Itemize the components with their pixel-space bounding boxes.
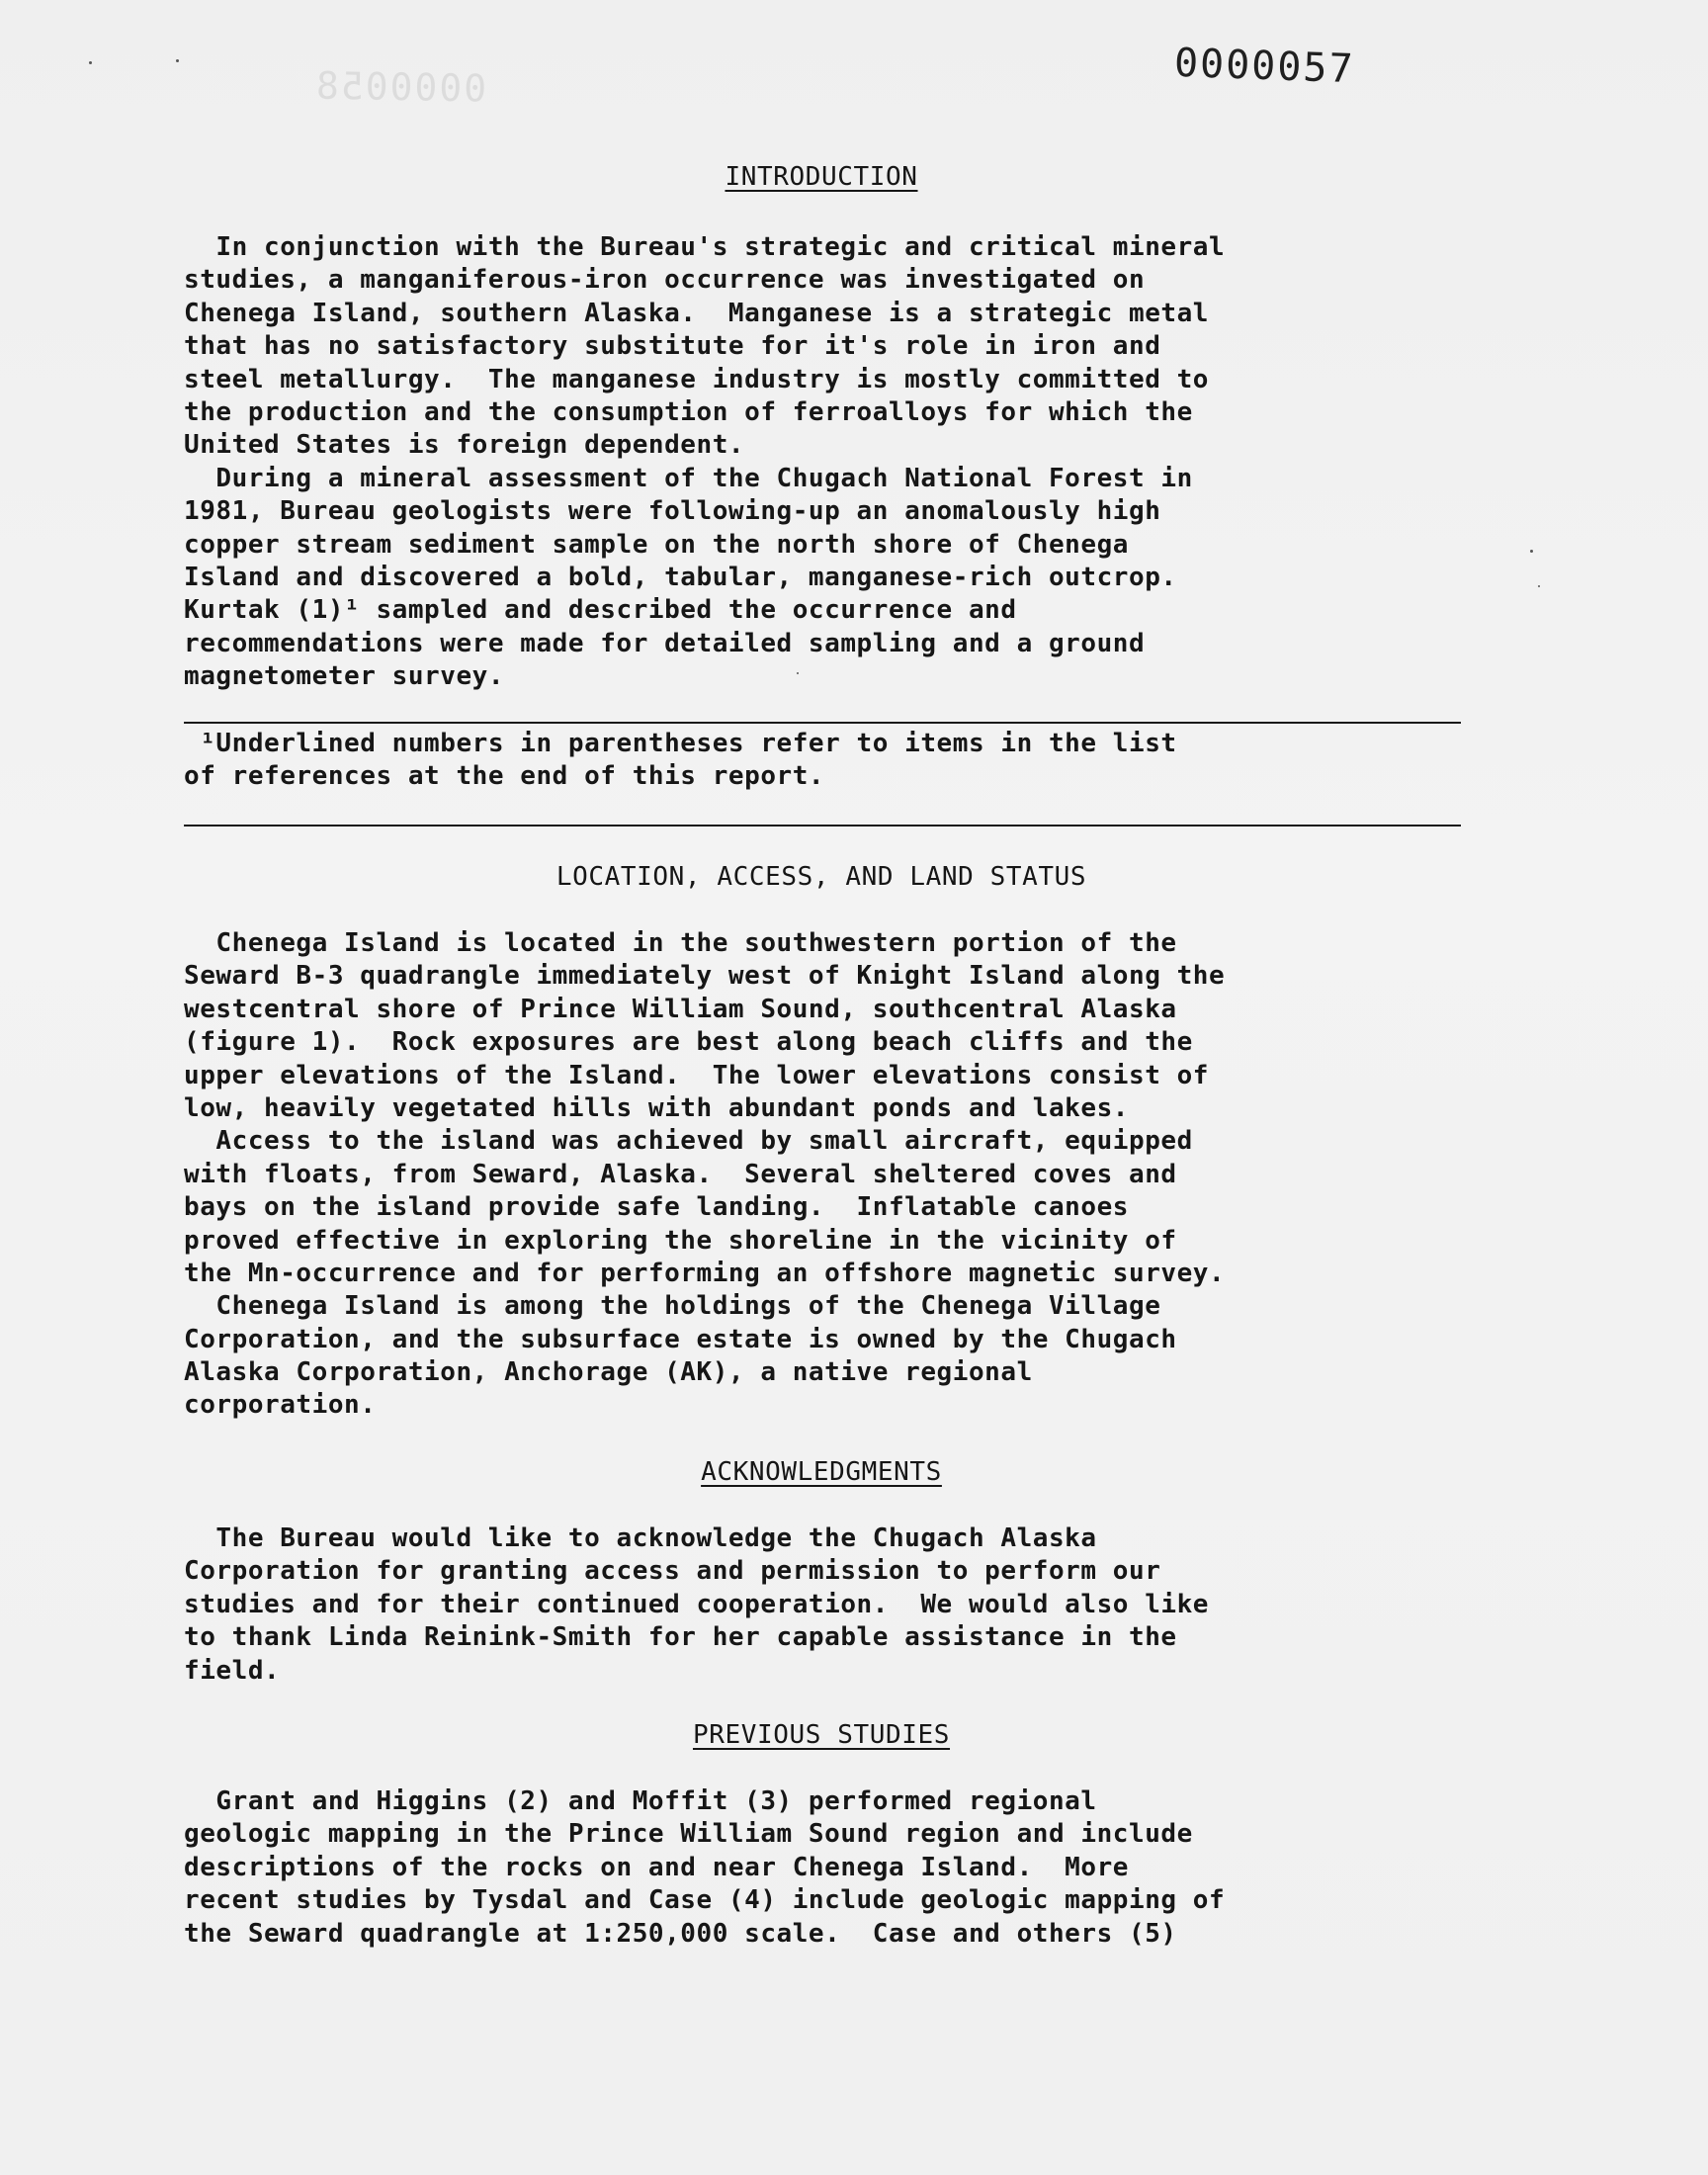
text-line: the Seward quadrangle at 1:250,000 scale. Case and others (5): [184, 1918, 1177, 1949]
text-line: copper stream sediment sample on the north shore of Chenega: [184, 529, 1129, 560]
scan-speck: [1538, 585, 1540, 587]
text-line: the production and the consumption of ferroalloys for which the: [184, 396, 1193, 427]
introduction-heading: [184, 162, 1459, 192]
text-line: with floats, from Seward, Alaska. Several sheltered coves and: [184, 1159, 1177, 1189]
text-line: (figure 1). Rock exposures are best along beach cliffs and the: [184, 1027, 1193, 1058]
text-line: Access to the island was achieved by small aircraft, equipped: [184, 1126, 1193, 1157]
text-line: that has no satisfactory substitute for it's role in iron and: [184, 331, 1161, 362]
scan-speck: [797, 672, 799, 674]
text-line: During a mineral assessment of the Chugach National Forest in: [184, 463, 1193, 493]
acknowledgments-heading: [184, 1457, 1459, 1487]
footnote-rule-bottom: [184, 825, 1461, 826]
text-line: Corporation, and the subsurface estate is owned by the Chugach: [184, 1324, 1177, 1354]
text-line: of references at the end of this report.: [184, 761, 825, 792]
text-line: westcentral shore of Prince William Sound, southcentral Alaska: [184, 994, 1177, 1024]
acknowledgments-heading-text: ACKNOWLEDGMENTS: [701, 1457, 942, 1487]
text-line: Corporation for granting access and permission to perform our: [184, 1556, 1161, 1587]
text-line: United States is foreign dependent.: [184, 430, 745, 461]
footnote-rule-top: [184, 722, 1461, 724]
text-line: 1981, Bureau geologists were following-up an anomalously high: [184, 496, 1161, 527]
text-line: the Mn-occurrence and for performing an offshore magnetic survey.: [184, 1258, 1226, 1288]
previous-studies-body: [184, 1785, 1469, 1951]
text-line: steel metallurgy. The manganese industry is mostly committed to: [184, 364, 1210, 394]
scan-speck: [176, 59, 179, 62]
text-line: Chenega Island is located in the southwestern portion of the: [184, 928, 1177, 958]
text-line: studies and for their continued cooperation. We would also like: [184, 1589, 1210, 1619]
text-line: Chenega Island is among the holdings of the Chenega Village: [184, 1291, 1161, 1322]
text-line: upper elevations of the Island. The lower elevations consist of: [184, 1060, 1210, 1090]
text-line: The Bureau would like to acknowledge the Chugach Alaska: [184, 1523, 1097, 1553]
show-through-page-number: 0000058: [313, 63, 487, 111]
location-body: [184, 927, 1469, 1423]
previous-studies-heading: [184, 1720, 1459, 1750]
page-number: 0000057: [1173, 40, 1356, 93]
introduction-body: [184, 231, 1469, 693]
text-line: proved effective in exploring the shoreline in the vicinity of: [184, 1225, 1177, 1256]
text-line: magnetometer survey.: [184, 661, 505, 692]
text-line: ¹Underlined numbers in parentheses refer to items in the list: [184, 729, 1177, 758]
footnote-body: [184, 728, 1469, 794]
location-heading: [184, 862, 1459, 892]
acknowledgments-body: [184, 1522, 1469, 1688]
text-line: In conjunction with the Bureau's strategic and critical mineral: [184, 232, 1226, 262]
text-line: corporation.: [184, 1390, 377, 1421]
text-line: to thank Linda Reinink-Smith for her capable assistance in the: [184, 1622, 1177, 1653]
text-line: geologic mapping in the Prince William Sound region and include: [184, 1819, 1193, 1850]
text-line: Alaska Corporation, Anchorage (AK), a native regional: [184, 1357, 1033, 1388]
text-line: Grant and Higgins (2) and Moffit (3) performed regional: [184, 1786, 1097, 1816]
text-line: Chenega Island, southern Alaska. Manganese is a strategic metal: [184, 298, 1210, 328]
scan-speck: [89, 61, 92, 64]
scan-speck: [1530, 550, 1533, 553]
text-line: field.: [184, 1655, 281, 1686]
text-line: Kurtak (1)¹ sampled and described the occurrence and: [184, 595, 1017, 626]
text-line: bays on the island provide safe landing. Inflatable canoes: [184, 1192, 1129, 1223]
text-line: studies, a manganiferous-iron occurrence was investigated on: [184, 265, 1146, 296]
previous-studies-heading-text: PREVIOUS STUDIES: [692, 1720, 951, 1750]
introduction-heading-text: INTRODUCTION: [725, 162, 918, 192]
text-line: low, heavily vegetated hills with abundant ponds and lakes.: [184, 1092, 1129, 1123]
text-line: Seward B-3 quadrangle immediately west of Knight Island along the: [184, 961, 1226, 992]
text-line: recent studies by Tysdal and Case (4) include geologic mapping of: [184, 1885, 1226, 1916]
text-line: Island and discovered a bold, tabular, manganese-rich outcrop.: [184, 562, 1177, 592]
text-line: descriptions of the rocks on and near Chenega Island. More: [184, 1852, 1129, 1882]
location-heading-text: LOCATION, ACCESS, AND LAND STATUS: [555, 862, 1087, 892]
text-line: recommendations were made for detailed sampling and a ground: [184, 628, 1146, 658]
